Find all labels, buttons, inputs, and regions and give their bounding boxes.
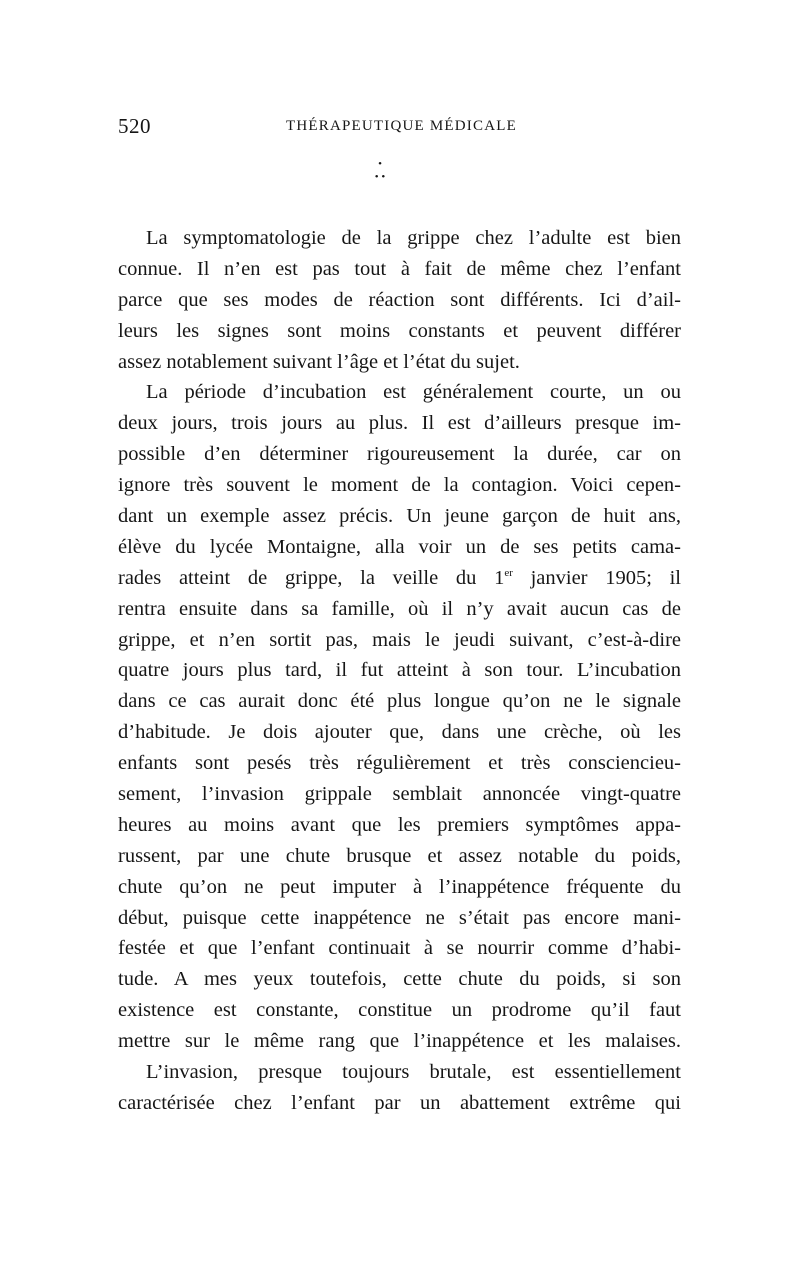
text-line: ignore très souvent le moment de la contagion. Voici cepen- — [118, 474, 681, 497]
text-line: grippe, et n’en sortit pas, mais le jeudi suivant, c’est-à-dire — [118, 628, 681, 651]
text-line: dans ce cas aurait donc été plus longue qu’on ne le signale — [118, 690, 681, 713]
page-number: 520 — [118, 114, 151, 138]
asterism-ornament-icon: • • • — [374, 158, 386, 183]
text-line: sement, l’invasion grippale semblait annoncée vingt-quatre — [118, 783, 681, 806]
text-line: mettre sur le même rang que l’inappétence et les malaises. — [118, 1030, 681, 1053]
body-text — [118, 223, 681, 1119]
text-line: festée et que l’enfant continuait à se nourrir comme d’habi- — [118, 937, 681, 960]
text-line: caractérisée chez l’enfant par un abattement extrême qui — [118, 1091, 681, 1114]
text-line: enfants sont pesés très régulièrement et très consciencieu- — [118, 752, 681, 775]
text-line-with-date — [118, 563, 681, 594]
text-line: dant un exemple assez précis. Un jeune garçon de huit ans, — [118, 505, 681, 528]
text-line: leurs les signes sont moins constants et peuvent différer — [118, 319, 681, 342]
text-line: chute qu’on ne peut imputer à l’inappétence fréquente du — [118, 875, 681, 898]
text-line: heures au moins avant que les premiers symptômes appa- — [118, 813, 681, 836]
text-line: connue. Il n’en est pas tout à fait de même chez l’enfant — [118, 257, 681, 280]
text-line: quatre jours plus tard, il fut atteint à son tour. L’incubation — [118, 659, 681, 682]
text-line: tude. A mes yeux toutefois, cette chute du poids, si son — [118, 968, 681, 991]
text-line: La symptomatologie de la grippe chez l’adulte est bien — [146, 227, 681, 249]
text-line: L’invasion, presque toujours brutale, est essentiellement — [146, 1061, 681, 1084]
text-line: existence est constante, constitue un prodrome qu’il faut — [118, 999, 681, 1022]
text-line-part: rades atteint de grippe, la veille du 1 — [118, 566, 505, 589]
running-head: THÉRAPEUTIQUE MÉDICALE — [286, 118, 517, 134]
text-line: début, puisque cette inappétence ne s’était pas encore mani- — [118, 906, 681, 929]
text-line: rentra ensuite dans sa famille, où il n’y avait aucun cas de — [118, 597, 681, 620]
text-line: élève du lycée Montaigne, alla voir un de ses petits cama- — [118, 535, 681, 558]
text-line: d’habitude. Je dois ajouter que, dans une crèche, où les — [118, 721, 681, 744]
text-line: deux jours, trois jours au plus. Il est d’ailleurs presque im- — [118, 412, 681, 435]
text-line: assez notablement suivant l’âge et l’état du sujet. — [118, 350, 520, 373]
ordinal-superscript: er — [504, 566, 513, 579]
text-line: possible d’en déterminer rigoureusement la durée, car on — [118, 443, 681, 466]
text-line: russent, par une chute brusque et assez notable du poids, — [118, 844, 681, 867]
text-line: La période d’incubation est généralement courte, un ou — [146, 381, 681, 404]
text-line-part: janvier 1905; il — [512, 566, 681, 589]
text-line: parce que ses modes de réaction sont différents. Ici d’ail- — [118, 288, 681, 311]
